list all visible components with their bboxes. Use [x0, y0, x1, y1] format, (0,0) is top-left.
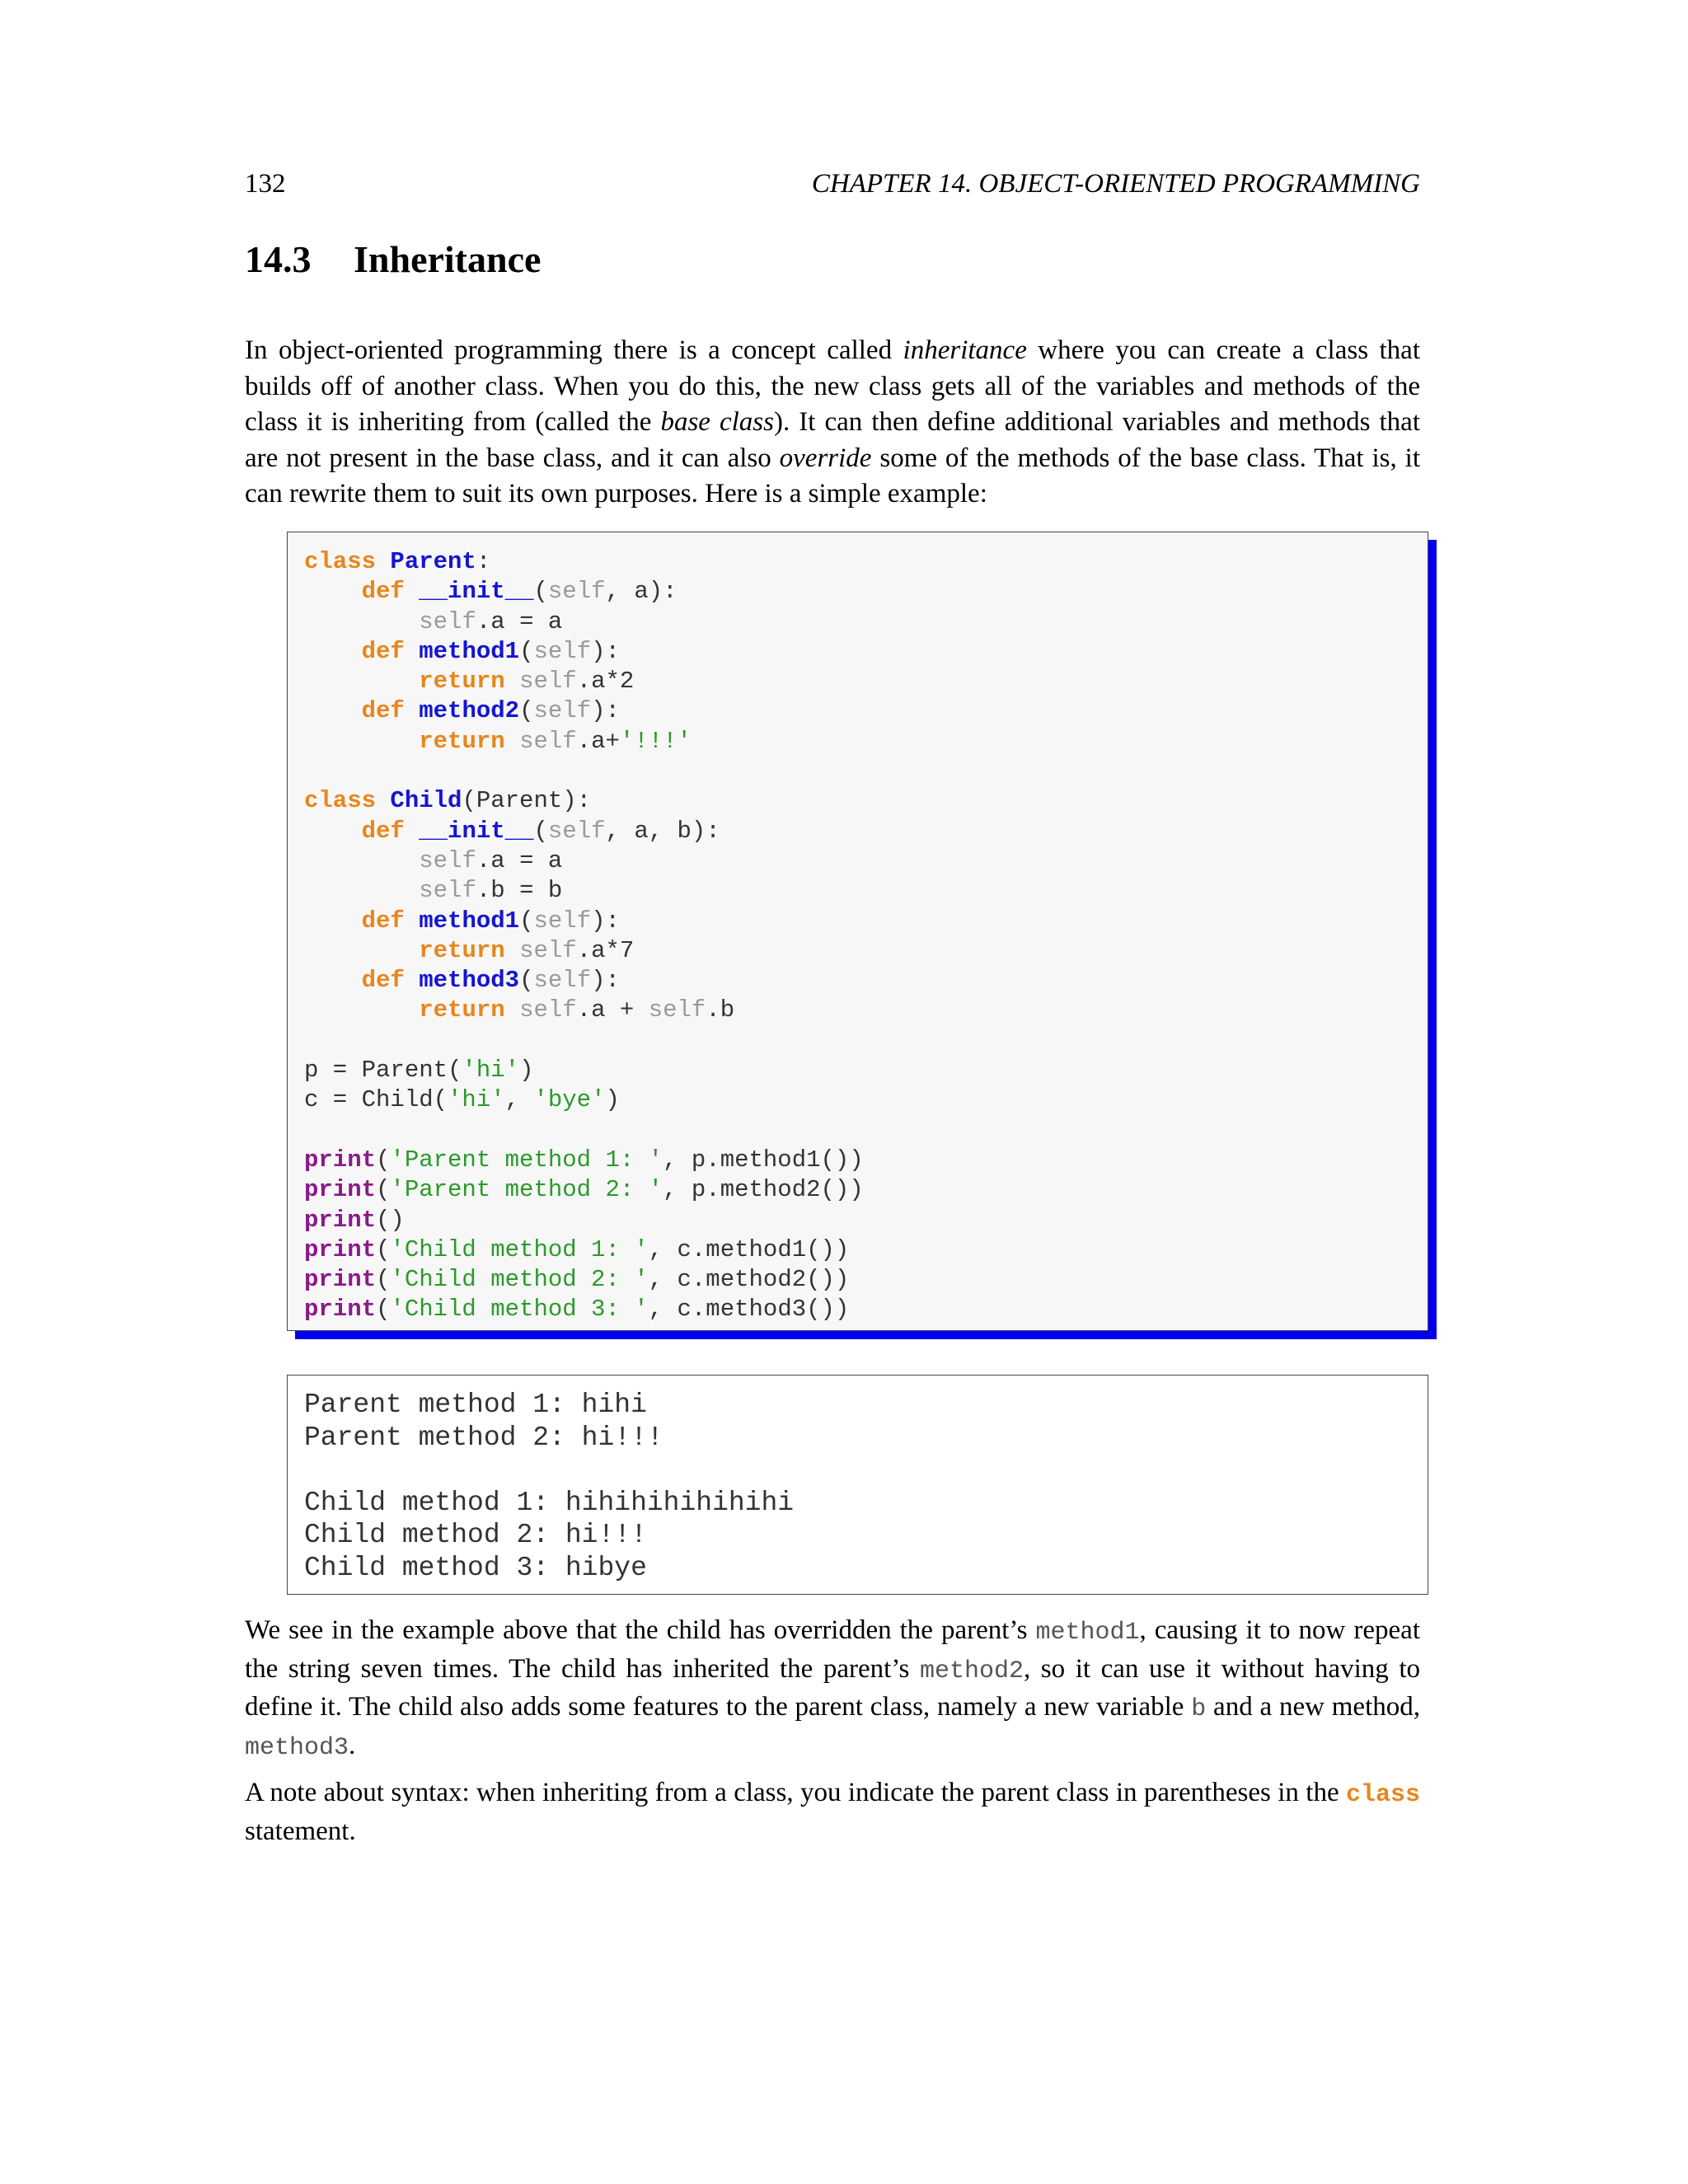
- code-token: , a):: [605, 578, 678, 606]
- code-token: (: [376, 1176, 391, 1204]
- code-token: def: [361, 967, 405, 995]
- code-token: def: [361, 578, 405, 606]
- code-token: method3: [419, 967, 520, 995]
- code-token: 'bye': [533, 1086, 606, 1114]
- program-output: [287, 1375, 1428, 1595]
- section-heading: [245, 237, 541, 281]
- code-token: __init__: [419, 578, 534, 606]
- code-line: [304, 1206, 864, 1235]
- code-token: self: [519, 668, 577, 696]
- code-token: [304, 937, 419, 964]
- inline-code-method2: method2: [919, 1657, 1024, 1685]
- running-header: CHAPTER 14. OBJECT-ORIENTED PROGRAMMING: [811, 169, 1420, 199]
- code-token: , p.method2()): [663, 1176, 864, 1204]
- text-run: ). It can then define additional variables and methods that are not present in the base class, and it can also: [245, 407, 1420, 473]
- code-line: [304, 637, 864, 667]
- code-listing: [287, 532, 1428, 1331]
- section-number: 14.3: [245, 238, 312, 280]
- explanation-paragraph: [245, 1613, 1420, 1766]
- code-token: self: [533, 967, 592, 995]
- text-run: , so it can use it without having to define it. The child also adds some features to the parent class, namely a new variable: [245, 1653, 1420, 1722]
- code-token: print: [304, 1206, 377, 1234]
- code-token: self: [547, 578, 606, 606]
- code-token: class: [304, 548, 377, 575]
- code-token: return: [419, 996, 505, 1024]
- code-line: [304, 876, 864, 906]
- code-token: (: [519, 637, 534, 665]
- code-line: [304, 817, 864, 846]
- code-token: ):: [591, 697, 620, 725]
- page-number: 132: [245, 169, 286, 199]
- code-token: .a +: [576, 996, 649, 1024]
- code-token: (: [533, 817, 548, 845]
- code-token: print: [304, 1176, 377, 1204]
- code-token: .a = a: [476, 607, 563, 635]
- output-line: Child method 1: hihihihihihihi: [304, 1487, 795, 1518]
- output-line: Parent method 2: hi!!!: [304, 1422, 663, 1453]
- code-token: ):: [591, 637, 620, 665]
- inline-code-class-keyword: class: [1345, 1781, 1420, 1809]
- code-token: [405, 818, 419, 845]
- code-token: (: [376, 1146, 391, 1174]
- code-line: [304, 966, 864, 996]
- inline-code-b: b: [1191, 1695, 1207, 1723]
- code-line: [304, 1235, 864, 1265]
- text-run: , causing it to now repeat the string seven times. The child has inherited the parent’s: [245, 1615, 1420, 1684]
- text-run: A note about syntax: when inheriting from a class, you indicate the parent class in parentheses in the: [245, 1778, 1346, 1807]
- term-base-class: base class: [660, 407, 774, 437]
- code-token: self: [519, 936, 577, 964]
- code-token: print: [304, 1266, 377, 1294]
- output-line: [304, 1454, 794, 1487]
- code-token: (: [519, 907, 534, 935]
- code-token: [304, 967, 362, 994]
- code-token: .a = a: [476, 846, 563, 874]
- code-token: (: [519, 967, 534, 995]
- code-token: .b = b: [476, 877, 563, 905]
- code-line: [304, 1116, 864, 1146]
- code-token: (): [376, 1206, 405, 1234]
- code-line: [304, 667, 864, 696]
- code-token: 'hi': [462, 1057, 520, 1085]
- code-line: [304, 696, 864, 726]
- code-line: [304, 907, 864, 936]
- code-token: method2: [419, 697, 520, 725]
- code-token: 'Child method 2: ': [390, 1266, 649, 1294]
- code-line: [304, 607, 864, 637]
- code-token: self: [419, 877, 476, 905]
- code-token: def: [361, 817, 405, 845]
- code-line: [304, 727, 864, 757]
- code-token: 'Parent method 1: ': [390, 1146, 663, 1174]
- code-token: self: [533, 907, 592, 935]
- code-token: (Parent):: [462, 787, 592, 815]
- code-token: [304, 638, 362, 665]
- code-token: [405, 578, 419, 605]
- code-token: method1: [419, 907, 520, 935]
- code-token: 'Child method 1: ': [390, 1235, 649, 1263]
- text-run: We see in the example above that the child has overridden the parent’s: [245, 1615, 1036, 1645]
- code-token: __init__: [419, 817, 534, 845]
- code-token: [376, 787, 390, 814]
- code-token: print: [304, 1146, 377, 1174]
- code-token: (: [376, 1296, 391, 1324]
- code-token: def: [361, 907, 405, 935]
- text-run: and a new method,: [1206, 1692, 1420, 1722]
- code-token: self: [519, 727, 577, 755]
- code-token: self: [648, 996, 706, 1024]
- code-line: [304, 1026, 864, 1056]
- code-line: [304, 786, 864, 816]
- code-line: [304, 1295, 864, 1324]
- code-token: def: [361, 697, 405, 725]
- code-token: method1: [419, 637, 520, 665]
- code-token: [304, 847, 419, 874]
- code-token: [505, 996, 519, 1024]
- code-token: return: [419, 668, 505, 696]
- code-line: [304, 846, 864, 876]
- code-token: '!!!': [619, 727, 692, 755]
- code-line: [304, 547, 864, 577]
- text-run: some of the methods of the base class. That is, it can rewrite them to suit its own purposes. Here is a simple example:: [245, 443, 1420, 509]
- code-token: ,: [504, 1086, 534, 1114]
- code-token: [304, 818, 362, 845]
- code-token: [304, 877, 419, 904]
- code-token: (: [533, 578, 548, 606]
- inline-code-method3: method3: [245, 1733, 349, 1762]
- code-token: , c.method3()): [648, 1296, 850, 1324]
- code-token: .a*2: [576, 668, 635, 696]
- code-token: self: [519, 996, 577, 1024]
- code-token: [505, 937, 519, 964]
- code-token: [376, 548, 390, 575]
- code-line: [304, 757, 864, 786]
- code-token: self: [547, 817, 606, 845]
- code-token: 'Parent method 2: ': [390, 1176, 663, 1204]
- code-token: [405, 967, 419, 994]
- code-token: .a*7: [576, 936, 635, 964]
- code-token: print: [304, 1235, 377, 1263]
- code-token: Parent: [390, 548, 476, 575]
- code-token: [304, 728, 419, 755]
- intro-paragraph: [245, 333, 1420, 513]
- code-token: return: [419, 936, 505, 964]
- code-line: [304, 996, 864, 1025]
- output-line: Child method 3: hibye: [304, 1552, 647, 1583]
- code-token: ): [519, 1057, 534, 1085]
- code-token: [505, 728, 519, 755]
- code-lines: [304, 547, 864, 1325]
- text-run: In object-oriented programming there is a concept called: [245, 335, 903, 365]
- code-line: [304, 1175, 864, 1205]
- code-token: Child: [390, 787, 462, 815]
- code-token: self: [419, 607, 476, 635]
- code-line: [304, 1056, 864, 1085]
- code-token: self: [533, 697, 592, 725]
- code-token: 'hi': [448, 1086, 505, 1114]
- code-token: ): [605, 1086, 620, 1114]
- code-token: :: [476, 548, 491, 575]
- code-token: , c.method1()): [648, 1235, 850, 1263]
- code-token: [505, 668, 519, 695]
- code-token: [304, 668, 419, 695]
- code-token: [304, 697, 362, 724]
- code-token: ):: [591, 967, 620, 995]
- term-inheritance: inheritance: [903, 335, 1027, 365]
- code-token: 'Child method 3: ': [390, 1296, 649, 1324]
- code-token: self: [533, 637, 592, 665]
- term-override: override: [779, 443, 872, 473]
- code-line: [304, 936, 864, 966]
- code-token: [304, 578, 362, 605]
- code-token: (: [519, 697, 534, 725]
- code-token: class: [304, 787, 377, 815]
- code-token: , a, b):: [605, 817, 720, 845]
- code-token: .a+: [576, 727, 620, 755]
- code-token: [405, 638, 419, 665]
- code-token: [304, 608, 419, 635]
- text-run: statement.: [245, 1816, 356, 1846]
- code-line: [304, 577, 864, 607]
- code-line: [304, 1265, 864, 1295]
- code-token: [304, 907, 362, 935]
- code-token: return: [419, 727, 505, 755]
- code-token: def: [361, 637, 405, 665]
- text-run: .: [349, 1730, 356, 1760]
- section-title: Inheritance: [354, 238, 542, 280]
- code-token: .b: [706, 996, 735, 1024]
- code-token: print: [304, 1296, 377, 1324]
- code-line: [304, 1146, 864, 1175]
- code-token: , c.method2()): [648, 1266, 850, 1294]
- output-lines: [304, 1389, 794, 1584]
- code-token: [405, 907, 419, 935]
- code-token: self: [419, 846, 476, 874]
- code-line: [304, 1085, 864, 1115]
- code-token: [405, 697, 419, 724]
- code-token: , p.method1()): [663, 1146, 864, 1174]
- code-token: (: [376, 1266, 391, 1294]
- code-token: ):: [591, 907, 620, 935]
- code-token: c = Child(: [304, 1086, 448, 1114]
- output-line: Parent method 1: hihi: [304, 1390, 647, 1420]
- output-line: Child method 2: hi!!!: [304, 1520, 647, 1550]
- code-token: [304, 996, 419, 1024]
- code-token: (: [376, 1235, 391, 1263]
- text-run: where you can create a class that builds off of another class. When you do this, the new class gets all of the variables and methods of the class it is inheriting from (called the: [245, 335, 1420, 437]
- syntax-note-paragraph: [245, 1775, 1420, 1849]
- code-token: p = Parent(: [304, 1057, 462, 1085]
- inline-code-method1: method1: [1035, 1619, 1140, 1647]
